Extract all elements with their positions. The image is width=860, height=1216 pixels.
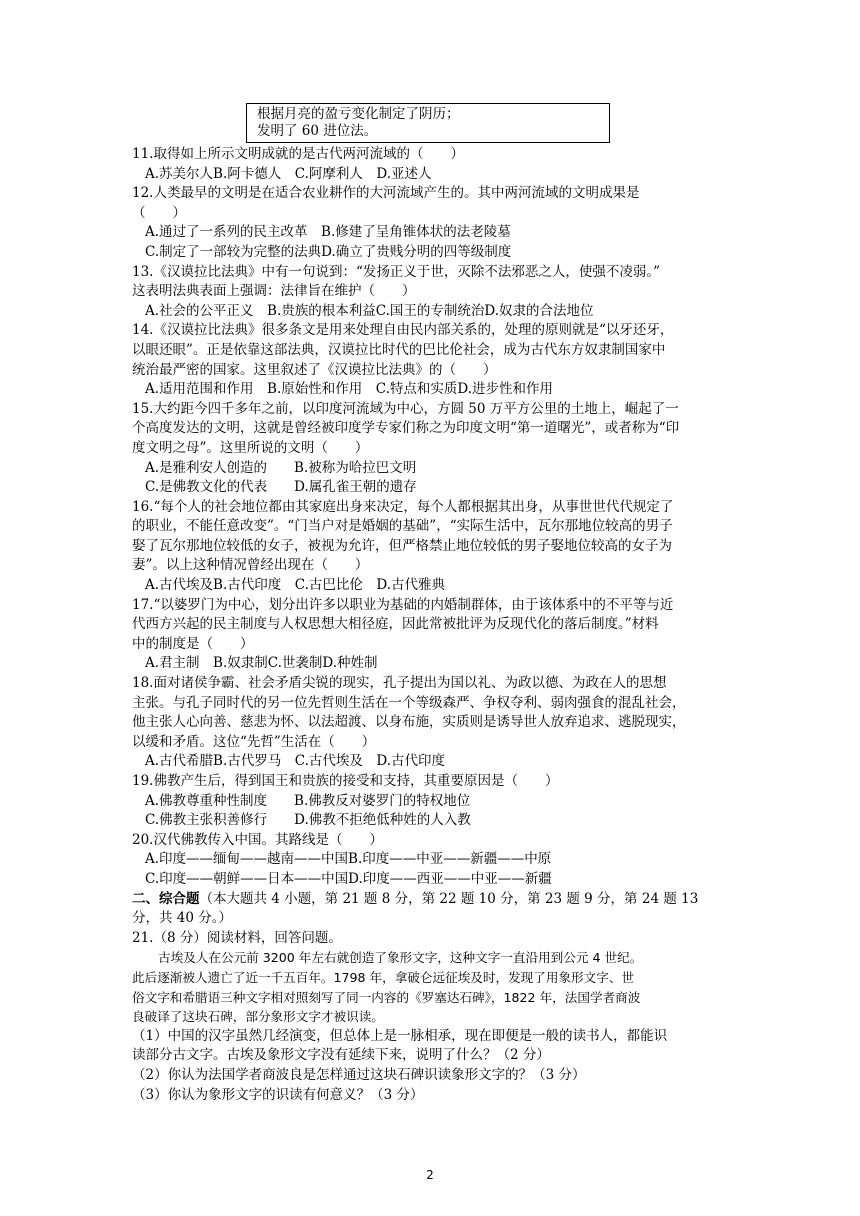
section-desc: （本大题共 4 小题，第 21 题 8 分，第 22 题 10 分，第 23 题 9 分，第 24 题 13 xyxy=(199,890,699,907)
answer-options: A.通过了一系列的民主改革 B.修建了呈角锥体状的法老陵墓 xyxy=(145,224,511,241)
question-text: 中的制度是（ ） xyxy=(132,635,254,652)
choice-questions xyxy=(132,145,730,890)
section-title: 二、综合题 xyxy=(132,890,200,907)
answer-options: A.古代埃及B.古代印度 C.古巴比伦 D.古代雅典 xyxy=(145,577,446,594)
question-text: 11.取得如上所示文明成就的是古代两河流域的（ ） xyxy=(132,146,464,162)
answer-options: C.佛教主张积善修行 D.佛教不拒绝低种姓的人入教 xyxy=(145,812,471,829)
question-text: 妻”。以上这种情况曾经出现在（ ） xyxy=(132,557,369,574)
box-line-2: 发明了 60 进位法。 xyxy=(257,123,378,139)
section-heading xyxy=(132,890,730,910)
answer-options: A.君主制 B.奴隶制C.世袭制D.种姓制 xyxy=(145,655,378,672)
question-text: 16.“每个人的社会地位都由其家庭出身来决定，每个人都根据其出身，从事世世代代规定了 xyxy=(132,498,674,515)
question-text: 代西方兴起的民主制度与人权思想大相径庭，因此常被批评为反现代化的落后制度。”材料 xyxy=(132,616,659,633)
answer-options: A.适用范围和作用 B.原始性和作用 C.特点和实质D.进步性和作用 xyxy=(145,381,554,398)
q21-material-line: 良破译了这块石碑，部分象形文字才被识读。 xyxy=(132,1009,384,1025)
question-text: 的职业，不能任意改变”。“门当户对是婚姻的基础”，“实际生活中，瓦尔那地位较高的男子 xyxy=(132,518,673,535)
question-text: 13.《汉谟拉比法典》中有一句说到：“发扬正义于世，灭除不法邪恶之人，使强不凌弱。” xyxy=(132,263,661,280)
question-text: 12.人类最早的文明是在适合农业耕作的大河流域产生的。其中两河流域的文明成果是 xyxy=(132,185,640,202)
questions-content xyxy=(132,145,730,1105)
q21-sub-question: （3）你认为象形文字的识读有何意义？（3 分） xyxy=(132,1086,424,1103)
question-text: 15.大约距今四千多年之前，以印度河流域为中心，方圆 50 万平方公里的土地上，崛起了一 xyxy=(132,400,679,417)
question-text: （ ） xyxy=(132,204,186,221)
q21-head: 21.（8 分）阅读材料，回答问题。 xyxy=(132,929,342,946)
civilization-achievements-box xyxy=(246,103,610,143)
q21-sub-question: 读部分古文字。古埃及象形文字没有延续下来，说明了什么？（2 分） xyxy=(132,1047,550,1064)
question-text: 以眼还眼”。正是依靠这部法典，汉谟拉比时代的巴比伦社会，成为古代东方奴隶制国家中 xyxy=(132,341,666,358)
section-desc-cont: 分，共 40 分。） xyxy=(132,910,233,927)
question-text: 14.《汉谟拉比法典》很多条文是用来处理自由民内部关系的，处理的原则就是“以牙还牙， xyxy=(132,322,674,339)
answer-options: A.社会的公平正义 B.贵族的根本利益C.国王的专制统治D.奴隶的合法地位 xyxy=(145,302,594,319)
q21-sub-question: （2）你认为法国学者商波良是怎样通过这块石碑识读象形文字的？（3 分） xyxy=(132,1066,586,1083)
q21-sub-question: （1）中国的汉字虽然几经演变，但总体上是一脉相承，现在即便是一般的读书人，都能识 xyxy=(132,1027,668,1044)
question-text: 个高度发达的文明，这就是曾经被印度学专家们称之为印度文明“第一道曙光”，或者称为“印 xyxy=(132,420,680,437)
question-text: 这表明法典表面上强调：法律旨在维护（ ） xyxy=(132,283,416,300)
question-text: 娶了瓦尔那地位较低的女子，被视为允许，但严格禁止地位较低的男子娶地位较高的女子为 xyxy=(132,537,672,554)
answer-options: A.佛教尊重种性制度 B.佛教反对婆罗门的特权地位 xyxy=(145,792,471,809)
answer-options: C.是佛教文化的代表 D.属孔雀王朝的遗存 xyxy=(145,479,417,496)
page-number: 2 xyxy=(426,1168,434,1182)
question-text: 17.“以婆罗门为中心，划分出许多以职业为基础的内婚制群体，由于该体系中的不平等与近 xyxy=(132,596,674,613)
question-text: 以缓和矛盾。这位“先哲”生活在（ ） xyxy=(132,733,376,750)
q21-material-line: 俗文字和希腊语三种文字相对照刻写了同一内容的《罗塞达石碑》，1822 年，法国学者商波 xyxy=(132,989,641,1005)
question-text: 统治最严密的国家。这里叙述了《汉谟拉比法典》的（ ） xyxy=(132,361,497,378)
answer-options: C.印度——朝鲜——日本——中国D.印度——西亚——中亚——新疆 xyxy=(145,870,552,887)
q21-material-line: 此后逐渐被人遗亡了近一千五百年。1798 年，拿破仑远征埃及时，发现了用象形文字、世 xyxy=(132,969,635,985)
q21-material-line: 古埃及人在公元前 3200 年左右就创造了象形文字，这种文字一直沿用到公元 4 世纪。 xyxy=(158,950,643,966)
answer-options: C.制定了一部较为完整的法典D.确立了贵贱分明的四等级制度 xyxy=(145,243,512,260)
answer-options: A.是雅利安人创造的 B.被称为哈拉巴文明 xyxy=(145,459,417,476)
question-text: 度文明之母”。这里所说的文明（ ） xyxy=(132,439,369,456)
question-text: 他主张人心向善、慈悲为怀、以法超渡、以身布施，实质则是诱导世人放弃追求、逃脱现实， xyxy=(132,714,686,731)
question-text: 19.佛教产生后，得到国王和贵族的接受和支持，其重要原因是（ ） xyxy=(132,773,559,789)
answer-options: A.印度——缅甸——越南——中国B.印度——中亚——新疆——中原 xyxy=(145,851,552,868)
question-text: 20.汉代佛教传入中国。其路线是（ ） xyxy=(132,831,383,848)
box-line-1: 根据月亮的盈亏变化制定了阴历； xyxy=(257,106,460,122)
answer-options: A.苏美尔人B.阿卡德人 C.阿摩利人 D.亚述人 xyxy=(145,165,432,182)
answer-options: A.古代希腊B.古代罗马 C.古代埃及 D.古代印度 xyxy=(145,753,446,770)
question-text: 主张。与孔子同时代的另一位先哲则生活在一个等级森严、争权夺利、弱肉强食的混乱社会， xyxy=(132,694,686,711)
question-text: 18.面对诸侯争霸、社会矛盾尖锐的现实，孔子提出为国以礼、为政以德、为政在人的思想 xyxy=(132,675,667,692)
